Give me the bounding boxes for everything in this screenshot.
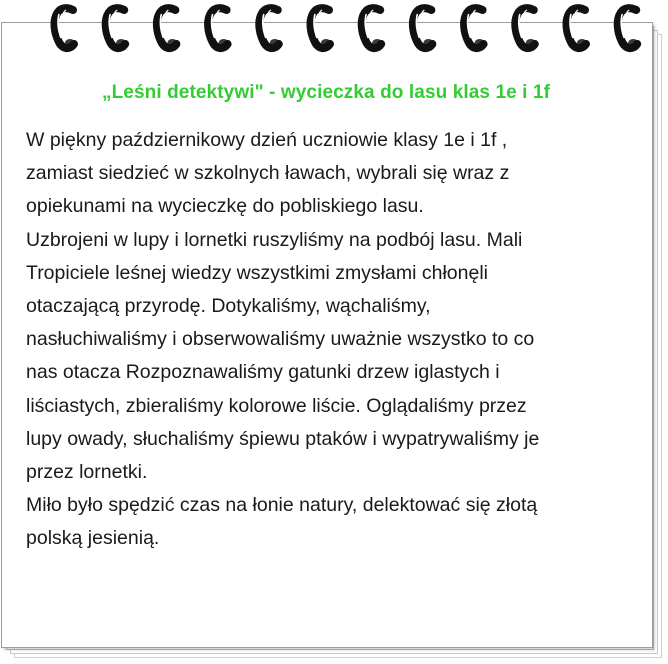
article-body [26,124,636,556]
spiral-ring [259,8,280,48]
body-line: Tropiciele leśnej wiedzy wszystkimi zmysłami chłonęli [26,261,488,284]
spiral-ring [362,8,383,48]
spiral-ring [464,8,485,48]
body-line: liściastych, zbieraliśmy kolorowe liście. Oglądaliśmy przez [26,394,527,417]
body-line: lupy owady, słuchaliśmy śpiewu ptaków i wypatrywaliśmy je [26,427,540,450]
body-line: W piękny październikowy dzień uczniowie klasy 1e i 1f , [26,129,508,151]
spiral-ring [618,8,639,48]
body-line: otaczającą przyrodę. Dotykaliśmy, wąchaliśmy, [26,295,431,318]
body-line: Uzbrojeni w lupy i lornetki ruszyliśmy na podbój lasu. Mali [26,228,523,251]
spiral-binding [0,0,668,60]
spiral-ring [106,8,127,48]
spiral-ring [208,8,229,48]
spiral-ring [413,8,434,48]
spiral-ring [54,8,75,48]
body-line: przez lornetki. [26,461,148,484]
body-line: zamiast siedzieć w szkolnych ławach, wybrali się wraz z [26,162,510,185]
spiral-ring [310,8,331,48]
body-line: Miło było spędzić czas na łonie natury, delektować się złotą [26,494,538,517]
body-line: polską jesienią. [26,527,160,550]
body-line: nas otacza Rozpoznawaliśmy gatunki drzew iglastych i [26,361,500,384]
body-line: nasłuchiwaliśmy i obserwowaliśmy uważnie wszystko to co [26,328,535,351]
spiral-ring [157,8,178,48]
spiral-ring [566,8,587,48]
body-line: opiekunami na wycieczkę do pobliskiego lasu. [26,195,424,218]
spiral-ring [515,8,536,48]
page-title: „Leśni detektywi" - wycieczka do lasu klas 1e i 1f [101,82,551,103]
